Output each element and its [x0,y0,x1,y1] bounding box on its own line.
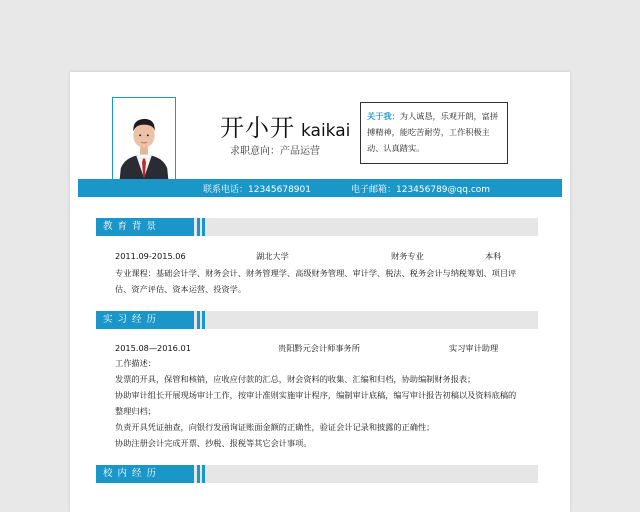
contact-bar [78,179,562,197]
name-chinese: 开小开 [220,114,295,142]
name-row [220,108,350,143]
contact-email: 电子邮箱：123456789@qq.com [351,185,491,195]
description-line: 协助审计组长开展现场审计工作，按审计准则实施审计程序，编制审计底稿，编写审计报告初稿以及资料底稿的整理归档； [115,390,517,416]
about-me-box [360,102,508,164]
education-degree: 本科 [485,251,502,261]
education-school: 湖北大学 [256,251,289,261]
profile-photo [112,97,176,191]
section-header-internship [96,311,538,329]
description-line: 工作描述： [115,358,156,368]
section-stripe [202,465,205,483]
resume-page [70,72,570,512]
name-english: kaikai [301,121,351,141]
education-courses [115,265,520,297]
person-photo-icon [115,100,173,188]
section-stripe [202,218,205,236]
description-line: 发票的开具，保管和核销，应收应付款的汇总，财会资料的收集、汇编和归档，协助编制财务报表； [115,374,476,384]
internship-position: 实习审计助理 [449,343,499,353]
about-me-label: 关于我： [367,111,400,121]
job-intention: 求职意向：产品运营 [230,146,320,157]
courses-text: 专业课程：基础会计学、财务会计、财务管理学、高级财务管理、审计学、税法、税务会计与纳税筹划、项目评估、资产评估、资本运营、投资学。 [115,268,517,294]
section-stripe [197,465,200,483]
about-me-text: 为人诚恳，乐观开朗，富拼搏精神，能吃苦耐劳，工作积极主动、认真踏实。 [367,111,499,153]
education-major: 财务专业 [391,251,424,261]
description-line: 负责开具凭证抽查，向银行发函询证账面金额的正确性，验证会计记录和披露的正确性； [115,422,435,432]
internship-company: 贵阳黔元会计师事务所 [278,343,360,353]
section-title-campus: 校内经历 [96,465,194,483]
section-header-education [96,218,538,236]
education-period: 2011.09-2015.06 [115,251,186,261]
section-stripe [197,311,200,329]
section-header-campus [96,465,538,483]
section-title-education: 教育背景 [96,218,194,236]
internship-period: 2015.08—2016.01 [115,343,191,353]
section-stripe [202,311,205,329]
section-title-internship: 实习经历 [96,311,194,329]
section-stripe [197,218,200,236]
contact-phone: 联系电话：12345678901 [203,185,311,195]
internship-description [115,355,520,451]
description-line: 协助注册会计完成开票、抄税、报税等其它会计事项。 [115,438,312,448]
